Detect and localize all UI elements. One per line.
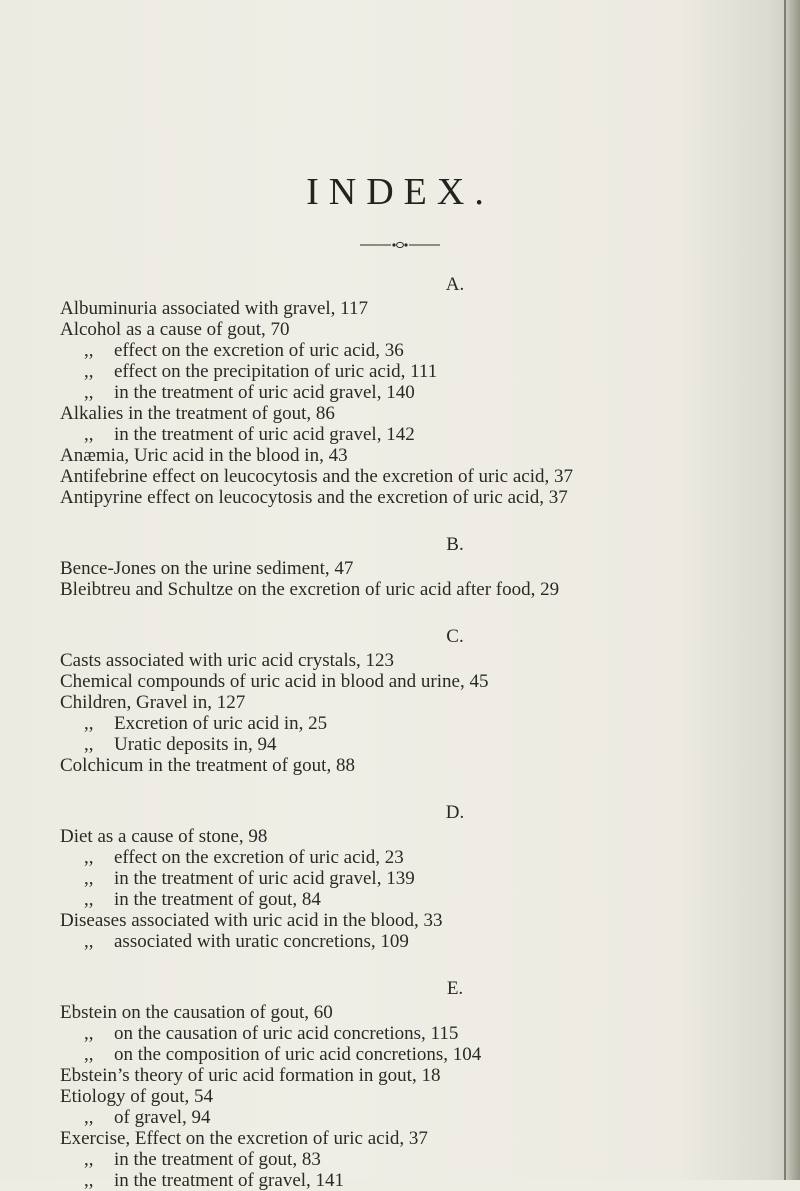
- index-entries: [60, 272, 790, 1191]
- section-letter: D.: [445, 802, 465, 823]
- entry-text: on the causation of uric acid concretions, 115: [114, 1023, 459, 1044]
- index-entry: [60, 692, 790, 713]
- section-letter: C.: [446, 626, 464, 647]
- entry-text: Ebstein on the causation of gout, 60: [60, 1002, 333, 1023]
- ditto-mark: ,,: [84, 361, 94, 382]
- entry-text: Chemical compounds of uric acid in blood and urine, 45: [60, 671, 489, 692]
- ditto-mark: ,,: [84, 868, 94, 889]
- index-subentry: [60, 889, 790, 910]
- index-subentry: [60, 1149, 790, 1170]
- entry-text: in the treatment of gout, 84: [114, 889, 321, 910]
- index-entry: [60, 755, 790, 776]
- entry-text: Alcohol as a cause of gout, 70: [60, 319, 290, 340]
- index-subentry: [60, 847, 790, 868]
- ditto-mark: ,,: [84, 382, 94, 403]
- index-subentry: [60, 424, 790, 445]
- entry-text: Colchicum in the treatment of gout, 88: [60, 755, 355, 776]
- entry-text: Uratic deposits in, 94: [114, 734, 277, 755]
- entry-text: in the treatment of gout, 83: [114, 1149, 321, 1170]
- index-entry: [60, 579, 790, 600]
- entry-text: Diseases associated with uric acid in the blood, 33: [60, 910, 443, 931]
- ditto-mark: ,,: [84, 931, 94, 952]
- entry-text: effect on the excretion of uric acid, 36: [114, 340, 404, 361]
- ditto-mark: ,,: [84, 734, 94, 755]
- entry-text: Children, Gravel in, 127: [60, 692, 246, 713]
- index-subentry: [60, 1107, 790, 1128]
- entry-text: Bleibtreu and Schultze on the excretion of uric acid after food, 29: [60, 579, 560, 600]
- index-entry: [60, 466, 790, 487]
- section-gap: [60, 600, 790, 624]
- index-subentry: [60, 868, 790, 889]
- entry-text: Ebstein’s theory of uric acid formation in gout, 18: [60, 1065, 441, 1086]
- index-subentry: [60, 382, 790, 403]
- entry-text: in the treatment of uric acid gravel, 139: [114, 868, 415, 889]
- entry-text: Excretion of uric acid in, 25: [114, 713, 328, 734]
- entry-text: Antipyrine effect on leucocytosis and the excretion of uric acid, 37: [60, 487, 568, 508]
- ditto-mark: ,,: [84, 1044, 94, 1065]
- index-entry: [60, 1086, 790, 1107]
- ditto-mark: ,,: [84, 1107, 94, 1128]
- ditto-mark: ,,: [84, 1149, 94, 1170]
- entry-text: effect on the precipitation of uric acid, 111: [114, 361, 438, 382]
- index-entry: [60, 319, 790, 340]
- index-subentry: [60, 1023, 790, 1044]
- section-letter: E.: [446, 978, 464, 999]
- index-entry: [60, 910, 790, 931]
- ditto-mark: ,,: [84, 713, 94, 734]
- entry-text: on the composition of uric acid concretions, 104: [114, 1044, 482, 1065]
- section-letter: B.: [446, 534, 464, 555]
- ditto-mark: ,,: [84, 424, 94, 445]
- ditto-mark: ,,: [84, 847, 94, 868]
- index-entry: [60, 671, 790, 692]
- index-subentry: [60, 713, 790, 734]
- entry-text: Albuminuria associated with gravel, 117: [60, 298, 368, 319]
- entry-text: of gravel, 94: [114, 1107, 211, 1128]
- index-entry: [60, 650, 790, 671]
- index-entry: [60, 826, 790, 847]
- ditto-mark: ,,: [84, 1023, 94, 1044]
- entry-text: Etiology of gout, 54: [60, 1086, 214, 1107]
- index-entry: [60, 1065, 790, 1086]
- entry-text: in the treatment of uric acid gravel, 142: [114, 424, 415, 445]
- index-entry: [60, 298, 790, 319]
- entry-text: Alkalies in the treatment of gout, 86: [60, 403, 335, 424]
- index-entry: [60, 1128, 790, 1149]
- entry-text: effect on the excretion of uric acid, 23: [114, 847, 404, 868]
- entry-text: associated with uratic concretions, 109: [114, 931, 409, 952]
- index-subentry: [60, 361, 790, 382]
- index-entry: [60, 403, 790, 424]
- ditto-mark: ,,: [84, 340, 94, 361]
- index-subentry: [60, 1170, 790, 1191]
- ditto-mark: ,,: [84, 1170, 94, 1191]
- entry-text: Antifebrine effect on leucocytosis and the excretion of uric acid, 37: [60, 466, 573, 487]
- entry-text: Diet as a cause of stone, 98: [60, 826, 268, 847]
- index-entry: [60, 445, 790, 466]
- entry-text: Exercise, Effect on the excretion of uric acid, 37: [60, 1128, 428, 1149]
- entry-text: in the treatment of uric acid gravel, 140: [114, 382, 415, 403]
- ditto-mark: ,,: [84, 889, 94, 910]
- index-subentry: [60, 734, 790, 755]
- section-gap: [60, 508, 790, 532]
- entry-text: Casts associated with uric acid crystals, 123: [60, 650, 395, 671]
- index-subentry: [60, 340, 790, 361]
- index-entry: [60, 558, 790, 579]
- section-letter: A.: [445, 274, 465, 295]
- entry-text: in the treatment of gravel, 141: [114, 1170, 345, 1191]
- section-gap: [60, 952, 790, 976]
- title-ornament: [360, 240, 440, 250]
- section-gap: [60, 776, 790, 800]
- index-entry: [60, 487, 790, 508]
- entry-text: Bence-Jones on the urine sediment, 47: [60, 558, 354, 579]
- entry-text: Anæmia, Uric acid in the blood in, 43: [60, 445, 348, 466]
- index-entry: [60, 1002, 790, 1023]
- index-subentry: [60, 1044, 790, 1065]
- index-subentry: [60, 931, 790, 952]
- page-title: INDEX.: [306, 171, 494, 213]
